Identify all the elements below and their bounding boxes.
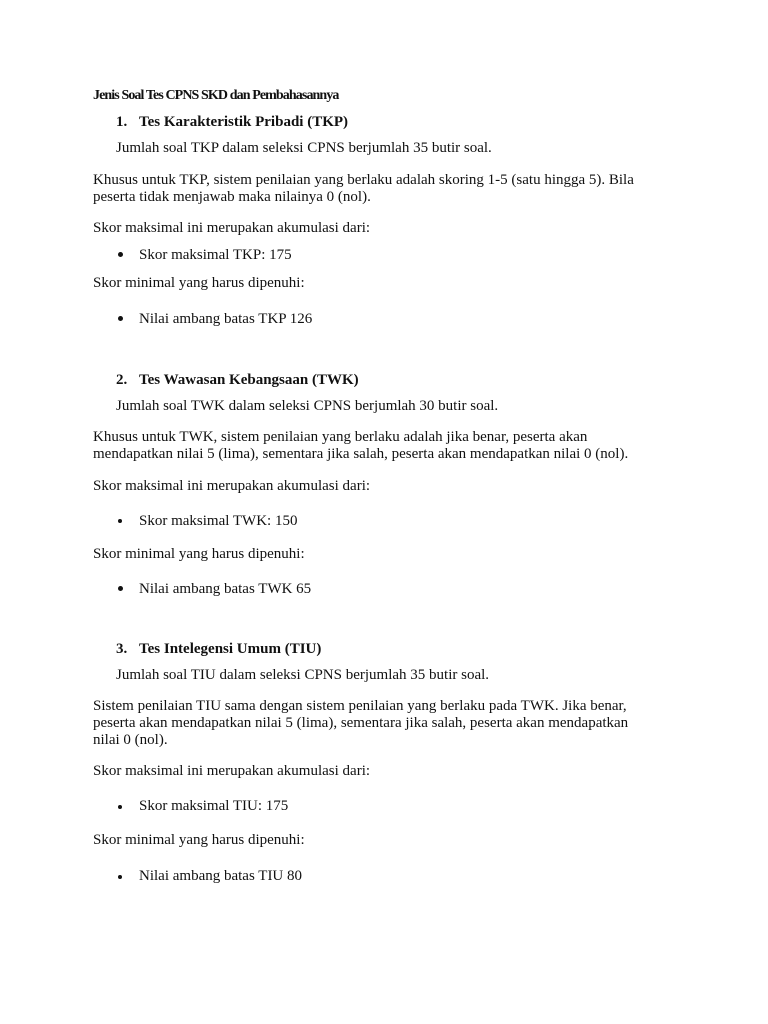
bullet-icon bbox=[118, 519, 122, 523]
section-heading: Tes Karakteristik Pribadi (TKP) bbox=[139, 114, 349, 130]
max-score-item: Skor maksimal TIU: 175 bbox=[139, 798, 289, 814]
min-score-label: Skor minimal yang harus dipenuhi: bbox=[93, 832, 305, 848]
section-number: 2. bbox=[116, 372, 128, 388]
section-number: 3. bbox=[116, 641, 128, 657]
section-description-line: peserta tidak menjawab maka nilainya 0 (nol). bbox=[93, 189, 371, 205]
min-score-label: Skor minimal yang harus dipenuhi: bbox=[93, 546, 305, 562]
bullet-icon bbox=[118, 252, 123, 257]
max-score-label: Skor maksimal ini merupakan akumulasi dari: bbox=[93, 478, 371, 494]
section-description-line: nilai 0 (nol). bbox=[93, 732, 168, 748]
section-description-line: peserta akan mendapatkan nilai 5 (lima), sementara jika salah, peserta akan mendapatkan bbox=[93, 715, 629, 731]
document-title: Jenis Soal Tes CPNS SKD dan Pembahasannya bbox=[93, 88, 339, 103]
section-intro: Jumlah soal TIU dalam seleksi CPNS berjumlah 35 butir soal. bbox=[116, 667, 490, 683]
bullet-icon bbox=[118, 875, 122, 879]
bullet-icon bbox=[118, 316, 123, 321]
section-description-line: Khusus untuk TWK, sistem penilaian yang berlaku adalah jika benar, peserta akan bbox=[93, 429, 588, 445]
min-score-item: Nilai ambang batas TKP 126 bbox=[139, 311, 313, 327]
max-score-label: Skor maksimal ini merupakan akumulasi dari: bbox=[93, 220, 371, 236]
max-score-label: Skor maksimal ini merupakan akumulasi dari: bbox=[93, 763, 371, 779]
section-description-line: Khusus untuk TKP, sistem penilaian yang berlaku adalah skoring 1-5 (satu hingga 5). Bila bbox=[93, 172, 634, 188]
section-heading: Tes Intelegensi Umum (TIU) bbox=[139, 641, 322, 657]
section-intro: Jumlah soal TWK dalam seleksi CPNS berjumlah 30 butir soal. bbox=[116, 398, 499, 414]
min-score-item: Nilai ambang batas TWK 65 bbox=[139, 581, 312, 597]
max-score-item: Skor maksimal TWK: 150 bbox=[139, 513, 298, 529]
section-heading: Tes Wawasan Kebangsaan (TWK) bbox=[139, 372, 359, 388]
bullet-icon bbox=[118, 586, 123, 591]
section-description-line: Sistem penilaian TIU sama dengan sistem penilaian yang berlaku pada TWK. Jika benar, bbox=[93, 698, 627, 714]
section-intro: Jumlah soal TKP dalam seleksi CPNS berjumlah 35 butir soal. bbox=[116, 140, 492, 156]
section-number: 1. bbox=[116, 114, 128, 130]
min-score-label: Skor minimal yang harus dipenuhi: bbox=[93, 275, 305, 291]
bullet-icon bbox=[118, 805, 122, 809]
min-score-item: Nilai ambang batas TIU 80 bbox=[139, 868, 303, 884]
max-score-item: Skor maksimal TKP: 175 bbox=[139, 247, 292, 263]
section-description-line: mendapatkan nilai 5 (lima), sementara jika salah, peserta akan mendapatkan nilai 0 (nol). bbox=[93, 446, 629, 462]
